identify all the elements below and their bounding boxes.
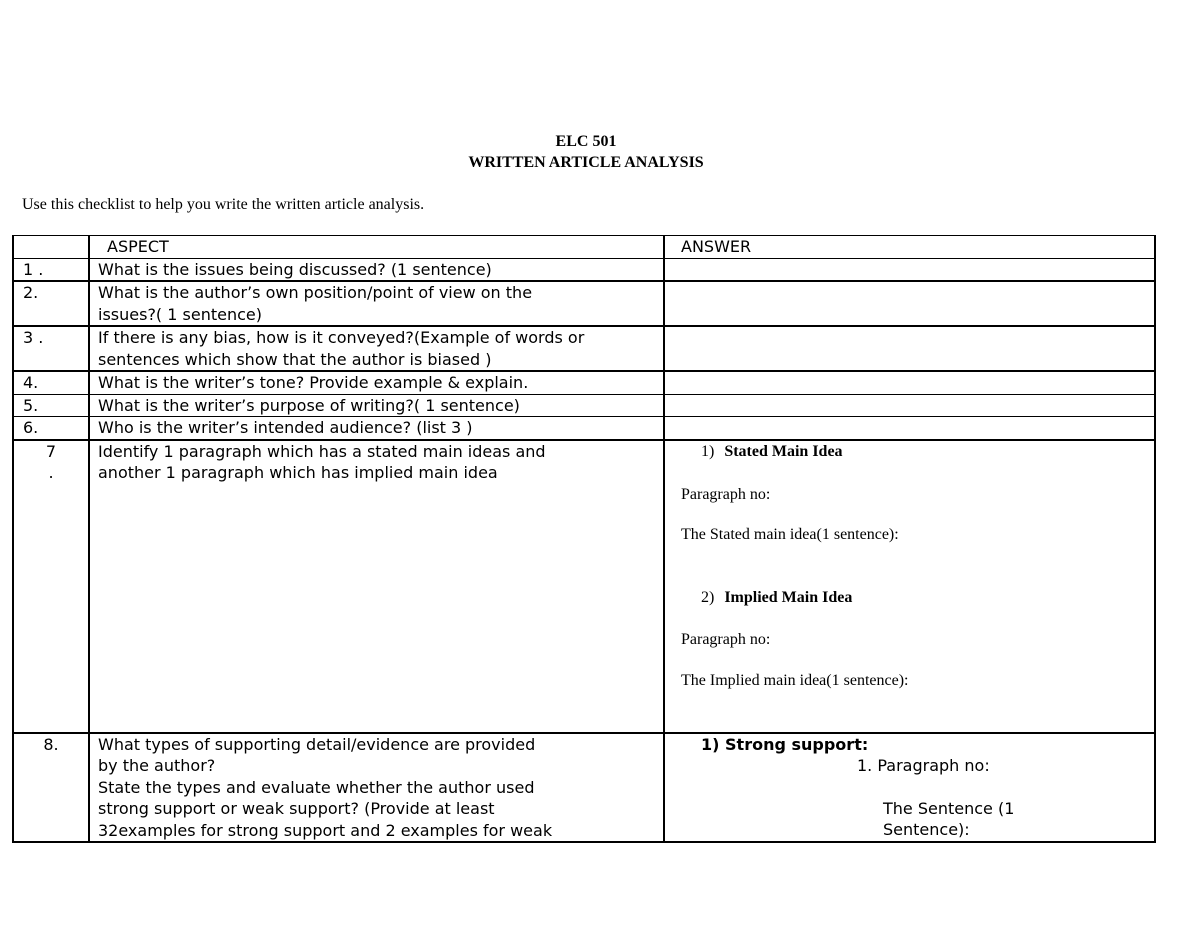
table-header-row	[13, 236, 1155, 259]
strong-support-heading: 1) Strong support:	[701, 734, 869, 754]
aspect-line: What is the author’s own position/point of view on the	[98, 283, 533, 302]
aspect-line: sentences which show that the author is biased )	[98, 349, 492, 369]
aspect-line: If there is any bias, how is it conveyed?(Example of words or	[98, 328, 585, 347]
row-answer-cell	[664, 394, 1155, 417]
table-row	[13, 440, 1155, 733]
row-number: 5.	[13, 394, 89, 417]
checklist-table	[12, 235, 1156, 843]
aspect-line: 32examples for strong support and 2 examples for weak	[98, 820, 553, 840]
table-row	[13, 417, 1155, 440]
row-number: 2.	[13, 281, 89, 326]
row-number: 4.	[13, 371, 89, 394]
table-row	[13, 326, 1155, 371]
row-aspect	[89, 733, 664, 843]
implied-main-idea-sentence: The Implied main idea(1 sentence):	[681, 671, 909, 689]
implied-main-idea-heading: 2) Implied Main Idea	[701, 588, 853, 606]
row-aspect: What is the writer’s tone? Provide example & explain.	[89, 371, 664, 394]
row-aspect: What is the issues being discussed? (1 sentence)	[89, 258, 664, 281]
document-title-block	[0, 131, 1172, 173]
intro-text: Use this checklist to help you write the written article analysis.	[22, 196, 425, 213]
row-number: 6.	[13, 417, 89, 440]
row-answer-cell	[664, 258, 1155, 281]
header-number-cell	[13, 236, 89, 259]
row-answer-cell	[664, 281, 1155, 326]
aspect-line: by the author?	[98, 756, 216, 775]
row-aspect	[89, 281, 664, 326]
row-answer-cell	[664, 326, 1155, 371]
strong-support-paragraph-no: 1. Paragraph no:	[857, 756, 990, 775]
row-number: 8.	[13, 733, 89, 843]
aspect-line: What types of supporting detail/evidence are provided	[98, 734, 536, 754]
stated-main-idea-heading: 1) Stated Main Idea	[701, 442, 843, 460]
strong-support-sentence: The Sentence (1 Sentence):	[883, 798, 1015, 839]
course-code: ELC 501	[555, 133, 617, 150]
document-title: WRITTEN ARTICLE ANALYSIS	[468, 154, 704, 171]
header-aspect: ASPECT	[89, 236, 664, 259]
aspect-line: State the types and evaluate whether the author used	[98, 777, 535, 797]
row-number	[13, 440, 89, 733]
table-row	[13, 394, 1155, 417]
header-answer: ANSWER	[664, 236, 1155, 259]
stated-paragraph-no: Paragraph no:	[681, 485, 771, 503]
aspect-line: issues?( 1 sentence)	[98, 304, 262, 324]
row-answer-cell	[664, 371, 1155, 394]
table-row	[13, 281, 1155, 326]
row-number-line: 7	[45, 441, 57, 461]
row-answer-cell	[664, 440, 1155, 733]
table-row	[13, 371, 1155, 394]
table-row	[13, 258, 1155, 281]
stated-main-idea-sentence: The Stated main idea(1 sentence):	[681, 525, 899, 543]
row-aspect: What is the writer’s purpose of writing?( 1 sentence)	[89, 394, 664, 417]
implied-paragraph-no: Paragraph no:	[681, 630, 771, 648]
aspect-line: strong support or weak support? (Provide at least	[98, 799, 495, 818]
aspect-line: Identify 1 paragraph which has a stated main ideas and	[98, 441, 546, 461]
row-answer-cell	[664, 733, 1155, 843]
row-aspect	[89, 440, 664, 733]
row-aspect	[89, 326, 664, 371]
row-aspect: Who is the writer’s intended audience? (list 3 )	[89, 417, 664, 440]
row-number: 3 .	[13, 326, 89, 371]
row-number: 1 .	[13, 258, 89, 281]
aspect-line: another 1 paragraph which has implied main idea	[98, 463, 498, 482]
table-row	[13, 733, 1155, 843]
row-number-line: .	[48, 463, 54, 482]
row-answer-cell	[664, 417, 1155, 440]
